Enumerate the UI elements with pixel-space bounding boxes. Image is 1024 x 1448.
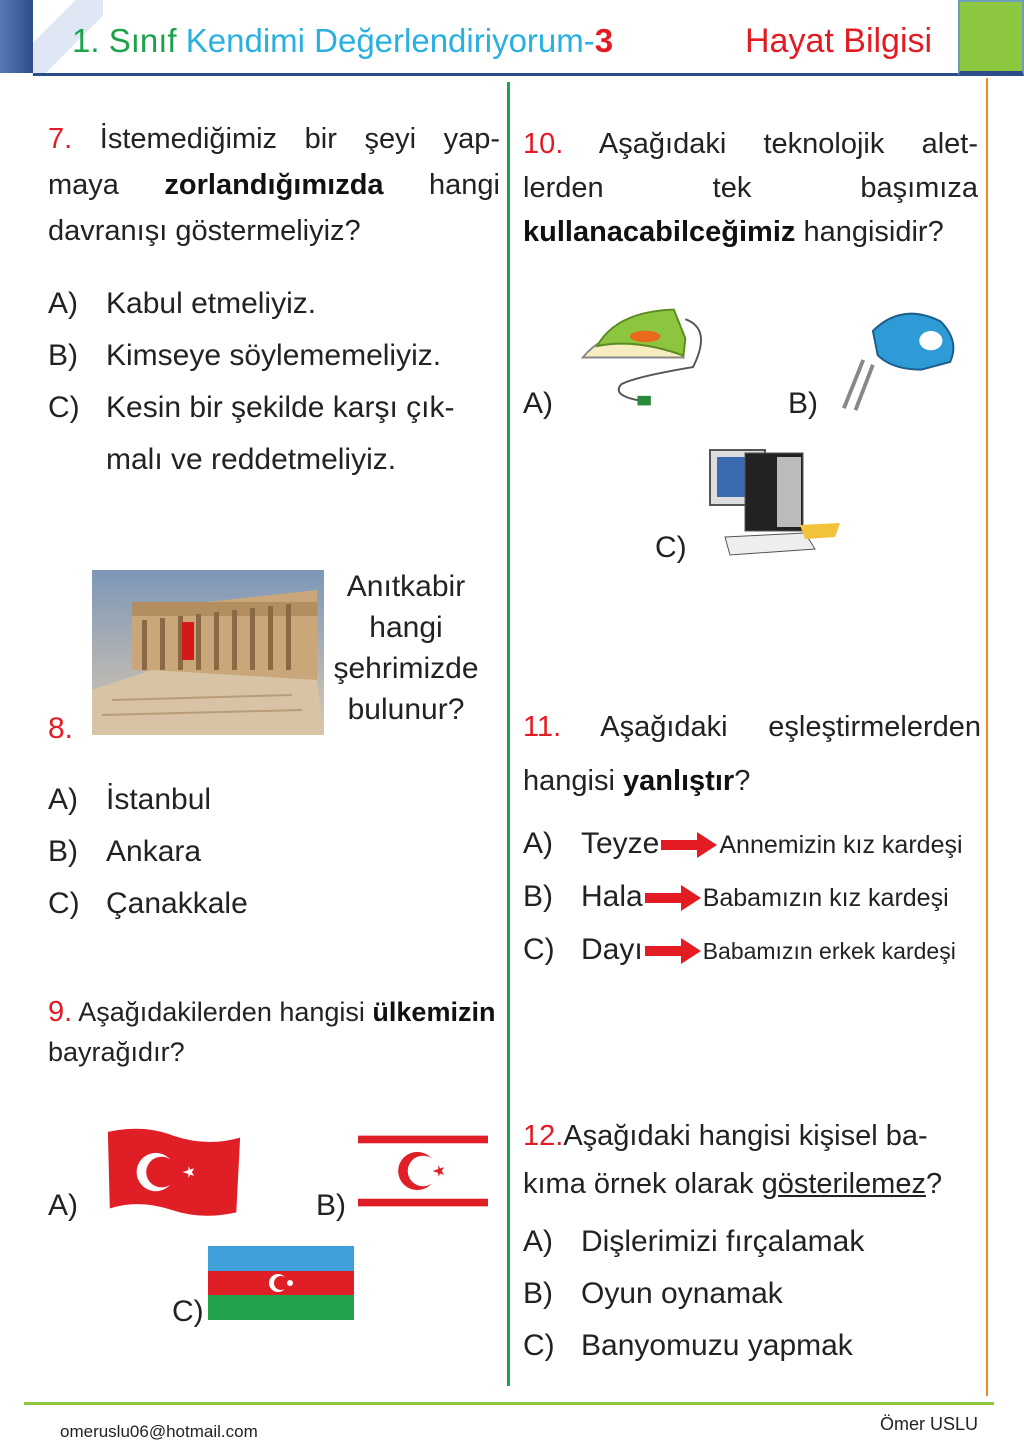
question-text: hangi (369, 611, 443, 644)
question-text: ? (734, 765, 751, 797)
question-emphasis: yanlıştır (622, 765, 735, 797)
option-text: Kabul etmeliyiz. (106, 287, 317, 320)
question-text: kıma örnek olarak (523, 1168, 754, 1200)
option-term: Dayı (581, 933, 643, 966)
option-text: Dişlerimizi fırçalamak (581, 1225, 865, 1258)
arrow-right-icon (645, 885, 701, 911)
footer-email: omeruslu06@hotmail.com (60, 1422, 258, 1441)
q11-options (523, 818, 981, 977)
option-b[interactable] (48, 330, 500, 382)
turkey-flag[interactable] (103, 1128, 245, 1220)
q8-options (48, 774, 248, 930)
option-c-continued (48, 434, 500, 486)
question-text: hangi (429, 169, 500, 201)
option-b[interactable] (48, 826, 248, 878)
option-text: malı ve reddetmeliyiz. (106, 443, 397, 476)
option-text: Kimseye söylememeliyiz. (106, 339, 442, 372)
arrow-right-icon (661, 832, 717, 858)
question-text: İstemediğimiz bir şeyi yap- (99, 123, 501, 155)
option-letter: A) (48, 287, 78, 320)
option-letter: A) (48, 783, 78, 816)
question-emphasis: ülkemizin (372, 997, 496, 1027)
question-9 (48, 992, 500, 1072)
option-b[interactable] (523, 1268, 981, 1320)
question-text: hangisidir? (803, 216, 944, 248)
footer-author: Ömer USLU (880, 1414, 979, 1434)
option-text: Kesin bir şekilde karşı çık- (106, 391, 455, 424)
option-c[interactable]: C) (655, 531, 687, 564)
header-left-block (0, 0, 33, 73)
option-b[interactable]: B) (788, 387, 818, 420)
option-c[interactable] (523, 1320, 981, 1372)
title-grade: 1. (72, 22, 100, 59)
option-text: Banyomuzu yapmak (581, 1329, 853, 1362)
option-letter: B) (48, 339, 78, 372)
question-11 (523, 700, 981, 808)
option-letter: C) (48, 391, 80, 424)
question-emphasis: kullanacabilceğimiz (523, 216, 796, 248)
question-text: ? (925, 1168, 943, 1200)
arrow-right-icon (645, 938, 701, 964)
option-letter: A) (523, 1225, 553, 1258)
question-emphasis: zorlandığımızda (164, 169, 384, 201)
azerbaijan-flag[interactable] (208, 1246, 354, 1320)
option-a[interactable]: A) (523, 387, 553, 420)
option-a[interactable] (48, 278, 500, 330)
question-text: Aşağıdaki hangisi kişisel ba- (563, 1120, 928, 1152)
q7-options (48, 278, 500, 486)
question-text: hangisi (523, 765, 615, 797)
iron-image[interactable] (575, 300, 720, 415)
option-letter: C) (523, 1329, 555, 1362)
q12-options (523, 1216, 981, 1372)
page-title (72, 22, 613, 60)
option-text: İstanbul (106, 783, 212, 816)
question-text: Aşağıdakilerden hangisi (78, 997, 365, 1027)
question-number: 11. (523, 711, 562, 743)
mixer-image[interactable] (832, 302, 964, 416)
header-underline (33, 73, 988, 76)
option-c[interactable] (48, 878, 248, 930)
option-letter: B) (48, 835, 78, 868)
question-number: 8. (48, 712, 74, 745)
question-7-block (48, 116, 500, 486)
option-text: Çanakkale (106, 887, 248, 920)
question-7 (48, 116, 500, 254)
question-text: Anıtkabir (346, 570, 466, 603)
question-text: bulunur? (347, 693, 465, 726)
option-letter: C) (48, 887, 80, 920)
option-letter: A) (523, 827, 553, 860)
option-b[interactable]: B) (316, 1189, 346, 1222)
question-text: bayrağıdır? (48, 1037, 185, 1067)
option-c[interactable] (48, 382, 500, 434)
question-text: Aşağıdaki teknolojik alet- (598, 128, 978, 160)
question-number: 12. (523, 1120, 564, 1152)
anitkabir-image (92, 570, 324, 735)
title-sinif: Sınıf (108, 22, 177, 59)
question-emphasis: gösterilemez (761, 1168, 926, 1200)
question-number: 7. (48, 123, 73, 155)
option-definition: Annemizin kız kardeşi (719, 831, 963, 859)
option-text: Oyun oynamak (581, 1277, 783, 1310)
question-number: 10. (523, 128, 564, 160)
column-divider (507, 82, 510, 1386)
option-definition: Babamızın kız kardeşi (702, 884, 949, 912)
question-10 (523, 122, 978, 254)
question-12-block (523, 1112, 981, 1372)
option-a[interactable] (48, 774, 248, 826)
option-term: Teyze (581, 827, 660, 860)
header-right-block (958, 0, 1024, 76)
question-11-block (523, 700, 981, 977)
option-a[interactable] (523, 818, 981, 871)
option-a[interactable]: A) (48, 1189, 78, 1222)
option-letter: B) (523, 880, 553, 913)
option-letter: B) (523, 1277, 553, 1310)
subject-title: Hayat Bilgisi (745, 22, 933, 60)
question-text: maya (48, 169, 119, 201)
option-c[interactable]: C) (172, 1295, 204, 1328)
option-a[interactable] (523, 1216, 981, 1268)
title-text: Kendimi Değerlendiriyorum- (185, 22, 595, 59)
option-term: Hala (581, 880, 643, 913)
question-number: 9. (48, 996, 73, 1028)
option-definition: Babamızın erkek kardeşi (702, 938, 956, 964)
option-c[interactable] (523, 924, 981, 977)
title-number: 3 (594, 22, 614, 59)
question-8-text (326, 566, 486, 730)
question-text: davranışı göstermeliyiz? (48, 215, 361, 247)
trnc-flag[interactable] (355, 1128, 491, 1214)
question-text: şehrimizde (333, 652, 479, 685)
option-b[interactable] (523, 871, 981, 924)
footer-line (24, 1402, 994, 1405)
question-12 (523, 1112, 981, 1208)
right-margin-line (986, 78, 988, 1396)
option-text: Ankara (106, 835, 202, 868)
question-text: lerden tek başımıza (523, 172, 978, 204)
option-letter: C) (523, 933, 555, 966)
computer-image[interactable] (705, 445, 845, 560)
question-text: Aşağıdaki eşleştirmelerden (600, 711, 981, 743)
